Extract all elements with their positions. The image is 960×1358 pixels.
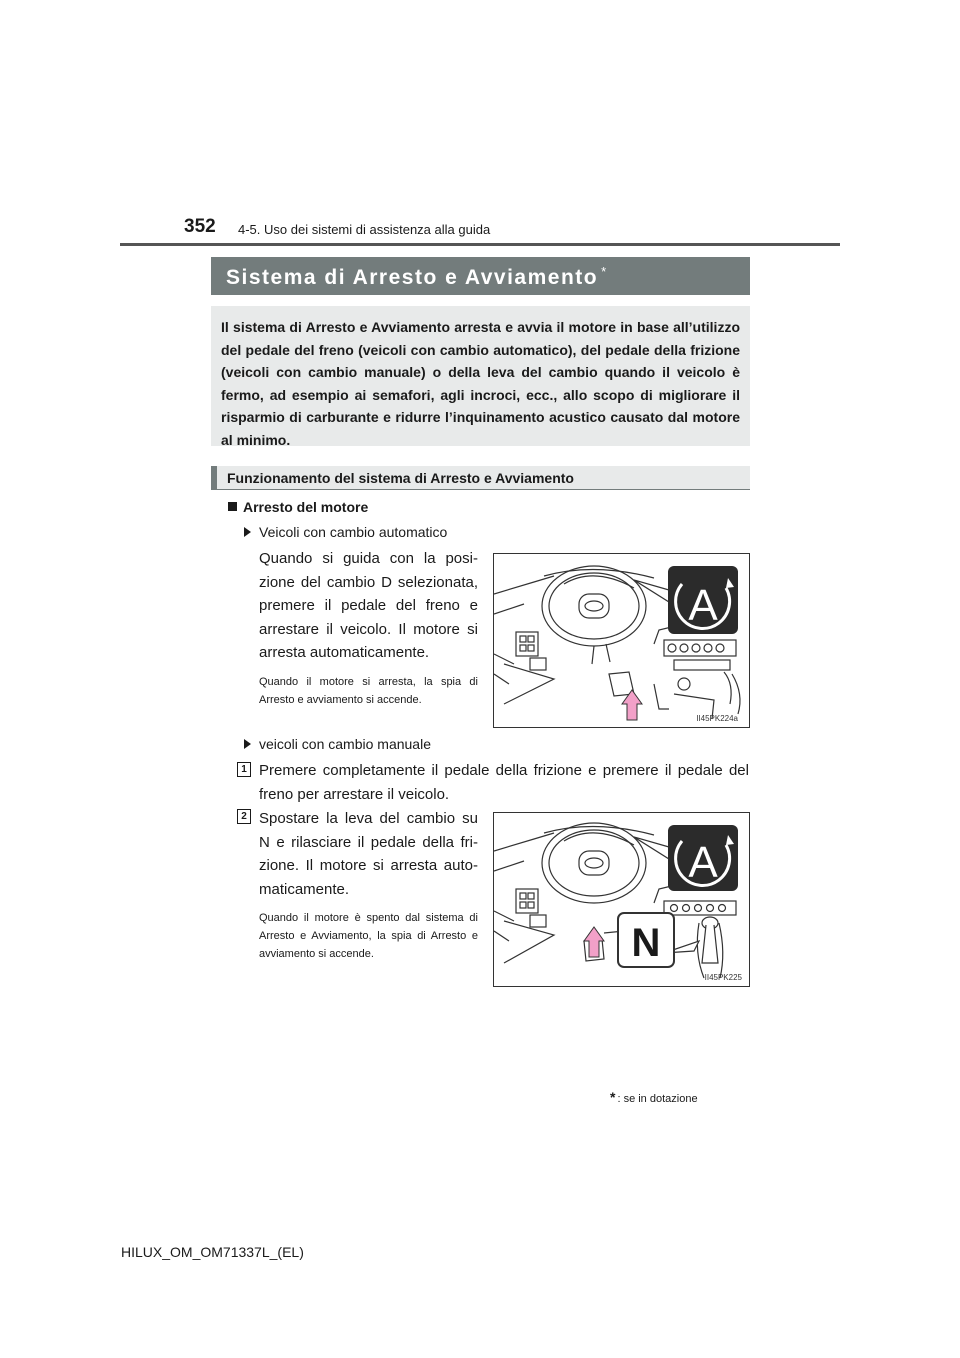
footnote	[610, 1089, 698, 1105]
square-bullet-icon	[228, 502, 237, 511]
page-number: 352	[184, 216, 216, 237]
automatic-label	[244, 524, 447, 540]
engine-stop-heading-text: Arresto del motore	[243, 499, 369, 515]
section-title-bar	[211, 257, 750, 295]
header-divider	[120, 243, 840, 246]
step-2-text: Spostare la leva del cambio su N e rilasciare il pedale della frizione. Il motore si arresta automaticamente.	[259, 810, 478, 898]
dashboard-illustration-automatic	[494, 554, 749, 727]
auto-stop-indicator-letter: A	[688, 581, 718, 630]
manual-label-text: veicoli con cambio manuale	[259, 736, 431, 752]
triangle-bullet-icon	[244, 527, 251, 537]
auto-stop-indicator-letter: A	[688, 838, 718, 887]
dashboard-illustration-manual	[494, 813, 749, 986]
footnote-text: : se in dotazione	[617, 1093, 698, 1105]
figure-code-automatic: II45PK224a	[696, 714, 738, 723]
automatic-instruction: Quando si guida con la posizione del cambio D selezionata, premere il pedale del freno e arrestare il veicolo. Il motore si arresta automaticamente.	[259, 550, 478, 661]
step-1-block	[259, 759, 749, 806]
subsection-bar	[211, 466, 750, 490]
section-title	[226, 264, 606, 290]
figure-manual	[493, 812, 750, 987]
document-id: HILUX_OM_OM71337L_(EL)	[121, 1244, 304, 1260]
step-number-1: 1	[237, 762, 251, 777]
step-1-text: Premere completamente il pedale della frizione e premere il pedale del freno per arrestare il veicolo.	[259, 762, 749, 803]
automatic-note: Quando il motore si arresta, la spia di Arresto e avviamento si accende.	[259, 675, 478, 706]
section-title-text: Sistema di Arresto e Avviamento	[226, 266, 599, 289]
intro-text: Il sistema di Arresto e Avviamento arresta e avvia il motore in base all’utilizzo del pedale del freno (veicoli con cambio automatico), del pedale della frizione (veicoli con cambio manuale) o della leva del cambio quando il veicolo è fermo, ad esempio ai semafori, agli incroci, ecc., allo scopo di migliorare il risparmio di carburante e ridurre l’inquinamento acustico causato dal motore al minimo.	[221, 319, 740, 448]
intro-box	[211, 306, 750, 446]
step-number-2: 2	[237, 809, 251, 824]
step-2-note: Quando il motore è spento dal sistema di Arresto e Avviamento, la spia di Arresto e avviamento si accende.	[259, 912, 478, 960]
optional-marker: *	[601, 264, 607, 279]
step-2-block	[259, 807, 478, 963]
section-reference: 4-5. Uso dei sistemi di assistenza alla guida	[238, 222, 491, 237]
engine-stop-heading	[228, 499, 368, 515]
automatic-text-block	[259, 547, 478, 709]
manual-label	[244, 736, 431, 752]
footnote-marker: *	[610, 1089, 616, 1105]
automatic-label-text: Veicoli con cambio automatico	[259, 524, 448, 540]
figure-code-manual: II45PK225	[704, 973, 742, 982]
subsection-title: Funzionamento del sistema di Arresto e Avviamento	[227, 470, 574, 486]
figure-automatic	[493, 553, 750, 728]
gear-position-letter: N	[631, 921, 661, 965]
triangle-bullet-icon	[244, 739, 251, 749]
